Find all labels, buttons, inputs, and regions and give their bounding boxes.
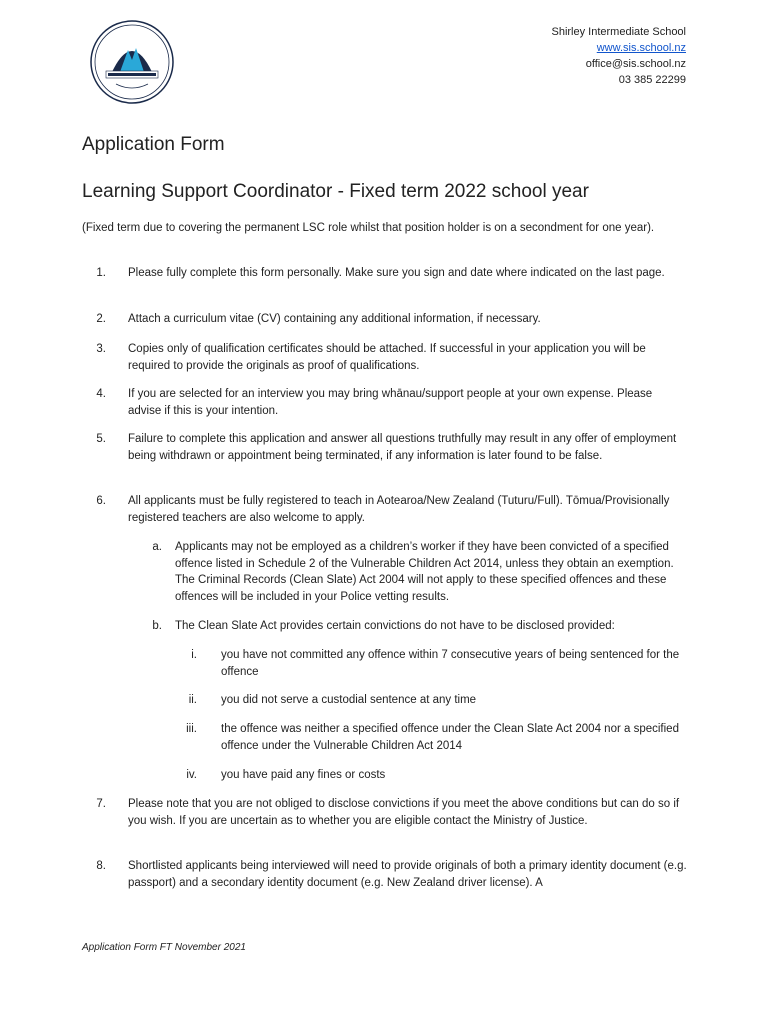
contact-block <box>551 24 686 88</box>
list-text: Applicants may not be employed as a children’s worker if they have been convicted of a specified offence listed in Schedule 2 of the Vulnerable Children Act 2014, unless they obtain an exemption. The Criminal Records (Clean Slate) Act 2004 will not apply to these specified offences and these offences will be included in your Police vetting results. <box>175 541 674 603</box>
list-number: ii. <box>188 694 197 706</box>
list-number: 3. <box>96 343 106 355</box>
list-number: iv. <box>186 769 197 781</box>
list-text: Please fully complete this form personally. Make sure you sign and date where indicated on the last page. <box>128 267 665 279</box>
list-number: iii. <box>186 723 197 735</box>
phone-number: 03 385 22299 <box>618 74 686 86</box>
list-number: 5. <box>96 433 106 445</box>
list-text: the offence was neither a specified offence under the Clean Slate Act 2004 nor a specified offence under the Vulnerable Children Act 2014 <box>221 723 679 752</box>
list-number: b. <box>152 620 162 632</box>
list-number: 7. <box>96 798 106 810</box>
website-link[interactable]: www.sis.school.nz <box>596 42 686 54</box>
list-text: Copies only of qualification certificates should be attached. If successful in your application you will be required to provide the originals as proof of qualifications. <box>128 343 646 372</box>
list-text: All applicants must be fully registered to teach in Aotearoa/New Zealand (Tuturu/Full). Tōmua/Provisionally registered teachers are also welcome to apply. <box>128 495 670 524</box>
list-number: a. <box>152 541 162 553</box>
list-text: Failure to complete this application and answer all questions truthfully may result in any offer of employment being withdrawn or appointment being terminated, if any information is later found to be false. <box>128 433 677 462</box>
list-number: 1. <box>96 267 106 279</box>
list-number: 4. <box>96 388 106 400</box>
list-number: i. <box>191 649 197 661</box>
list-number: 2. <box>96 313 106 325</box>
page-footer: Application Form FT November 2021 <box>82 942 246 953</box>
list-text: you have paid any fines or costs <box>221 769 386 781</box>
school-crest-icon <box>90 20 174 104</box>
list-text: If you are selected for an interview you may bring whānau/support people at your own expense. Please advise if this is your intention. <box>128 388 653 417</box>
list-text: Attach a curriculum vitae (CV) containing any additional information, if necessary. <box>128 313 541 325</box>
page-title: Application Form <box>82 134 225 155</box>
page-subtitle: Learning Support Coordinator - Fixed term 2022 school year <box>82 181 589 202</box>
list-text: The Clean Slate Act provides certain convictions do not have to be disclosed provided: <box>175 620 615 632</box>
list-text: Please note that you are not obliged to disclose convictions if you meet the above conditions but can do so if you wish. If you are uncertain as to whether you are eligible contact the Ministry of Justice. <box>128 798 680 827</box>
list-number: 6. <box>96 495 106 507</box>
school-name: Shirley Intermediate School <box>551 26 686 38</box>
list-text: you have not committed any offence within 7 consecutive years of being sentenced for the offence <box>221 649 680 678</box>
list-number: 8. <box>96 860 106 872</box>
email-address: office@sis.school.nz <box>585 58 686 70</box>
list-text: Shortlisted applicants being interviewed will need to provide originals of both a primary identity document (e.g. passport) and a secondary identity document (e.g. New Zealand driver license). A <box>128 860 687 889</box>
intro-text: (Fixed term due to covering the permanent LSC role whilst that position holder is on a secondment for one year). <box>82 222 655 234</box>
list-text: you did not serve a custodial sentence at any time <box>221 694 477 706</box>
